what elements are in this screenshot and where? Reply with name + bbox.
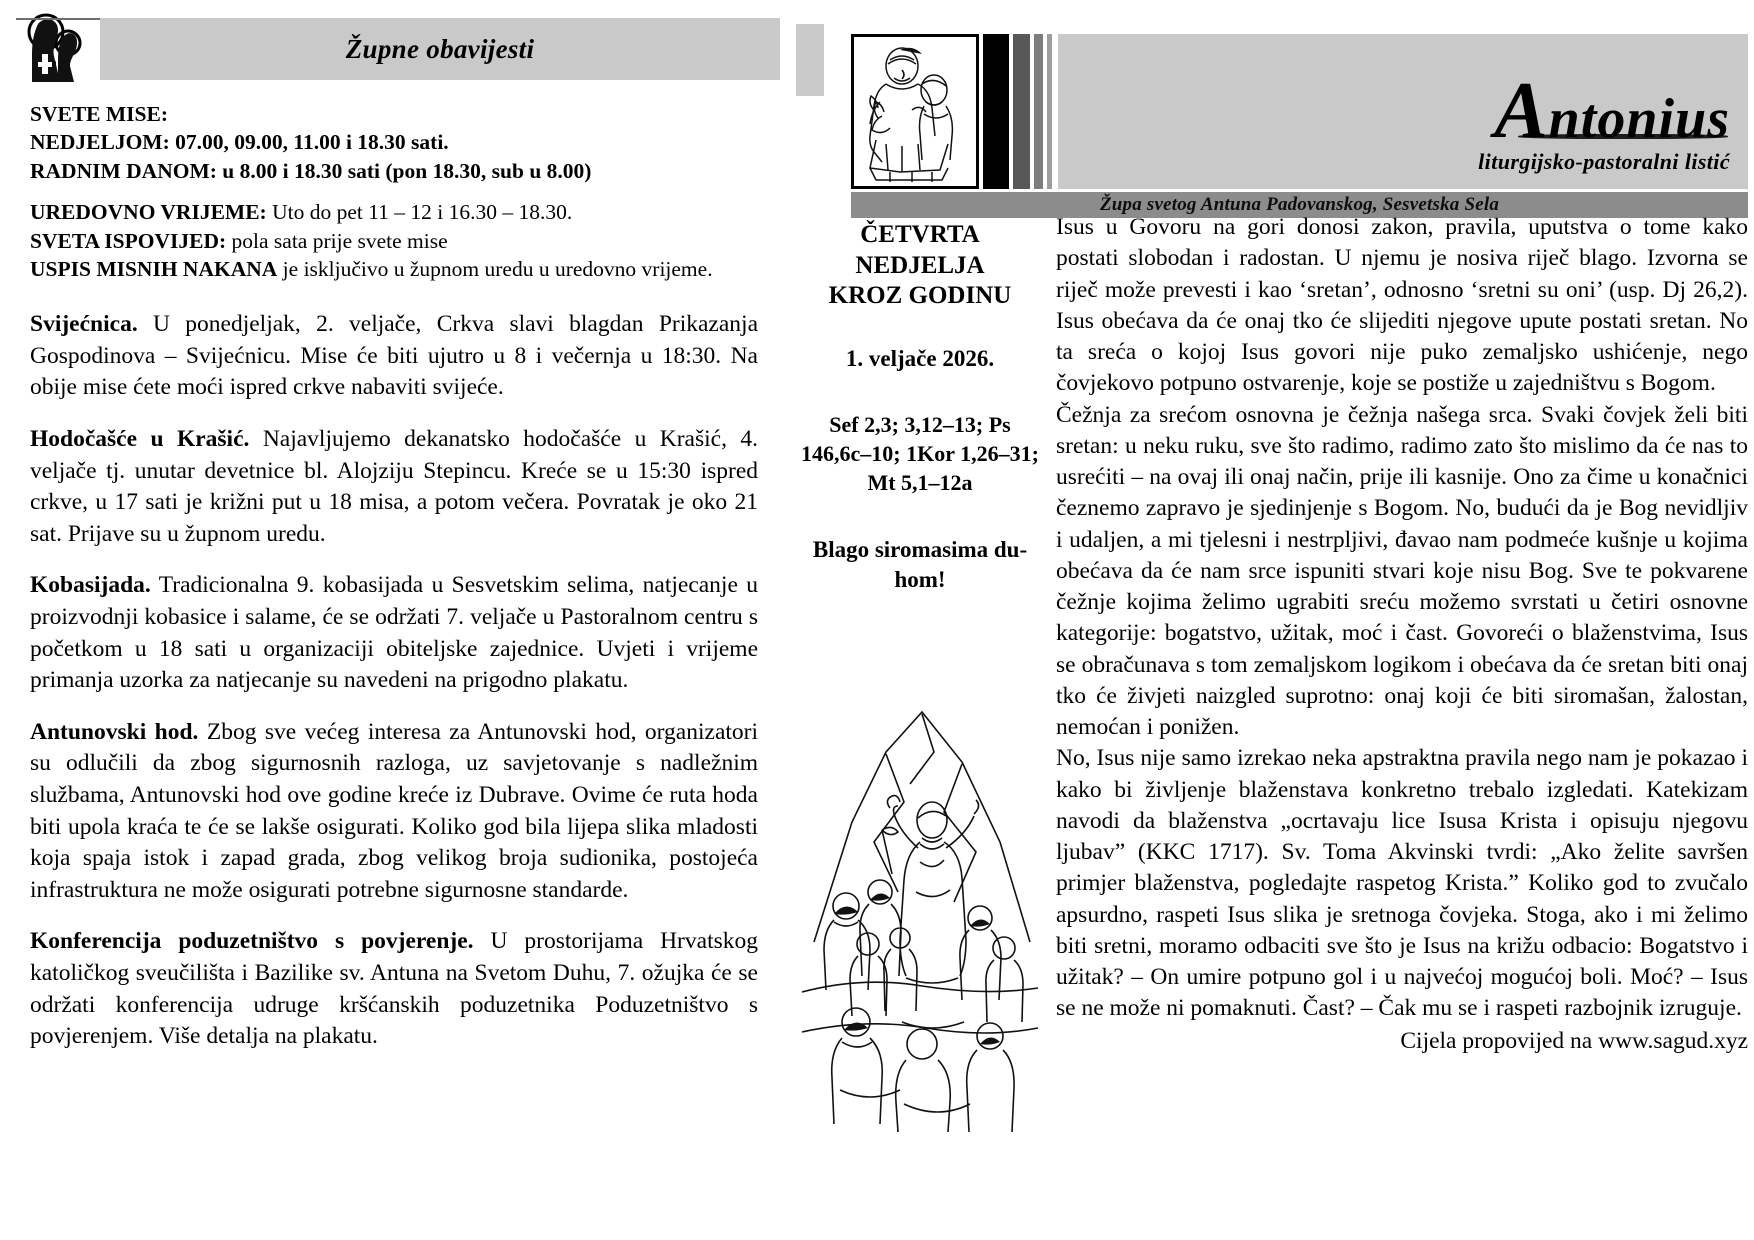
sunday-date: 1. veljače 2026.	[845, 345, 995, 371]
wordmark-subtitle: liturgijsko-pastoralni listić	[1478, 149, 1730, 174]
office-hours-label: UREDOVNO VRIJEME:	[30, 200, 267, 225]
masthead-row	[851, 34, 1748, 189]
article-paragraph: Isus u Govoru na gori donosi zakon, pravila, uputstva o tome kako postati slobodan i radostan. U njemu je nosiva riječ blago. Izvorna se riječ može prevesti i kao ‘sretan’, odnosno ‘sretni su oni’ (usp. Dj 26,2). Isus obećava da će onaj tko će slijediti njegove upute postati sretan. No ta sreća o kojoj Isus govori nije puko zemaljsko ushićenje, nego čovjekovo potpuno ostvarenje, koje se postiže u zajedništvu s Bogom.	[1056, 214, 1748, 397]
office-hours-value: Uto do pet 11 – 12 i 16.30 – 18.30.	[272, 200, 573, 225]
news-heading: Hodočašće u Krašić.	[30, 426, 250, 453]
news-item	[30, 424, 758, 550]
right-column	[790, 0, 1754, 1240]
masthead-grey-tab	[796, 24, 824, 96]
saint-anthony-with-child-icon	[851, 34, 979, 189]
masses-label: SVETE MISE:	[30, 102, 168, 126]
masses-label-line	[30, 100, 758, 128]
antonius-wordmark-plate	[1058, 34, 1748, 189]
news-body: Najavljujemo dekanatsko hodočašće u Krašić, 4. veljače tj. unutar devetnice bl. Alojziju Stepincu. Kreće se u 15:30 ispred crkve, u 17 sati je križni put u 18 misa, a potom večera. Povratak je oko 21 sat. Prijave su u župnom uredu.	[30, 426, 758, 547]
antiphon	[796, 535, 1044, 595]
sunday-mass-line	[30, 128, 758, 156]
page-title: Župne obavijesti	[345, 33, 535, 64]
sermon-article	[1044, 212, 1748, 1240]
parish-church-madonna-logo-svg	[8, 10, 100, 86]
content-area	[796, 212, 1748, 1240]
parish-info-block	[30, 100, 758, 1053]
article-paragraph: No, Isus nije samo izrekao neka apstraktna pravila nego nam je pokazao i kako bi življenje blaženstava konkretno trebalo izgledati. Katekizam navodi da blaženstva „ocrtavaju lice Isusa Krista i opisuju njegovu ljubav” (KKC 1717). Sv. Toma Akvinski tvrdi: „Ako želite savršen primjer blaženstva, pogledajte raspetog Krista.” Koliko god to zvučalo apsurdno, raspeti Isus slika je sretnoga čovjeka. Stoga, ako i mi želimo biti sretni, moramo odbaciti sve što je Isus na križu odbacio: Bogatstvo i užitak? – On umire potpuno gol i u najvećoj mogućoj boli. Moć? – Isus se ne može ni pomaknuti. Čast? – Čak mu se i raspeti razbojnik izruguje.	[1056, 745, 1748, 1022]
news-heading: Konferencija poduzetništvo s povjerenje.	[30, 928, 474, 955]
mass-intentions-label: USPIS MISNIH NAKANA	[30, 256, 278, 281]
wordmark-rest: ntonius	[1548, 88, 1730, 151]
left-column	[0, 0, 786, 1240]
liturgy-column	[796, 212, 1044, 1240]
antiphon-line-2: hom!	[894, 567, 946, 593]
confession-label: SVETA ISPOVIJED:	[30, 228, 227, 253]
masthead-banner	[100, 18, 780, 80]
weekday-mass-line	[30, 157, 758, 185]
antiphon-line-1: Blago siromasima du-	[812, 537, 1028, 563]
parish-masthead	[0, 8, 786, 86]
news-heading: Antunovski hod.	[30, 718, 199, 745]
parish-name-text: Župa svetog Antuna Padovanskog, Sesvetska Sela	[1099, 194, 1500, 215]
sunday-title-line1: ČETVRTA NEDJELJA	[855, 221, 985, 279]
spacer	[30, 404, 758, 424]
spacer	[30, 283, 758, 309]
spacer	[30, 906, 758, 926]
spacer	[30, 697, 758, 717]
sunday-title	[796, 220, 1044, 312]
mass-intentions-value: je isključivo u župnom uredu u uredovno vrijeme.	[282, 256, 713, 281]
news-heading: Kobasijada.	[30, 572, 151, 599]
masthead-bar-light-grey	[1047, 34, 1052, 189]
readings-line-2: 146,6c–10; 1Kor 1,26–31;	[801, 440, 1039, 466]
news-item	[30, 309, 758, 404]
weekday-label: RADNIM DANOM:	[30, 158, 217, 183]
sunday-title-line2: KROZ GODINU	[828, 282, 1012, 309]
sermon-illustration-svg	[794, 692, 1046, 1132]
parish-logo-icon	[8, 10, 100, 86]
news-heading: Svijećnica.	[30, 311, 138, 338]
wordmark-initial: A	[1494, 67, 1549, 156]
mass-intentions-line	[30, 255, 758, 283]
spacer	[30, 550, 758, 570]
news-body: Tradicionalna 9. kobasijada u Sesvetskim selima, natjecanje u proizvodnji kobasice i salame, će se održati 7. veljače u Pastoralnom centru s početkom u 18 sati u organizaciji obiteljske zajednice. Uvjeti i vrijeme primanja uzorka za natjecanje su navedeni na prigodno plakatu.	[30, 572, 758, 694]
news-item	[30, 926, 758, 1052]
article-paragraph: Čežnja za srećom osnovna je čežnja našega srca. Svaki čovjek želi biti sretan: u neku ruku, sve što radimo, radimo zato što mislimo da će nas to usrećiti – na ovaj ili onaj način, prije ili kasnije. Ono za čime u konačnici čeznemo zapravo je sjedinjenje s Bogom. No, budući da je Bog nevidljiv i udaljen, a mi tjelesni i nestrpljivi, đavao nam podmeće kušnje u kojima obećava da će nam srce ispuniti stvari koje nisu Bog. Sve te pokvarene čežnje kojima želimo ugrabiti sreću možemo svrstati u četiri osnovne kategorije: bogatstvo, užitak, moć i čast. Govoreći o blaženstvima, Isus se obračunava s tom zemaljskom logikom i obećava da će sretan biti onaj tko će živjeti naizgled suprotno: onaj koji će biti siromašan, žalostan, nemoćan i ponižen.	[1056, 401, 1748, 740]
office-hours-line	[30, 198, 758, 226]
weekday-times: u 8.00 i 18.30 sati (pon 18.30, sub u 8.00)	[222, 158, 592, 183]
masthead-bar-dark-grey	[1013, 34, 1030, 189]
logo-rule	[16, 18, 100, 20]
wordmark-main	[1478, 67, 1730, 156]
antonius-wordmark	[1478, 67, 1730, 175]
readings-line-1: Sef 2,3; 3,12–13; Ps	[829, 411, 1011, 437]
readings-line-3: Mt 5,1–12a	[867, 470, 973, 495]
masthead-bar-black	[983, 34, 1009, 189]
sunday-times: 07.00, 09.00, 11.00 i 18.30 sati.	[175, 130, 449, 155]
confession-value: pola sata prije svete mise	[231, 228, 448, 253]
sunday-label: NEDJELJOM:	[30, 130, 170, 155]
sermon-on-the-mount-illustration	[794, 692, 1046, 1132]
news-body: U ponedjeljak, 2. veljače, Crkva slavi blagdan Prikazanja Gospodinova – Svijećnicu. Mise će biti ujutro u 8 i večernja u 18:30. Na obije mise ćete moći ispred crkve nabaviti svijeće.	[30, 311, 759, 401]
article-footer-note: Cijela propovijed na www.sagud.xyz	[1400, 1027, 1748, 1054]
confession-line	[30, 227, 758, 255]
saint-anthony-svg	[856, 40, 974, 184]
news-item	[30, 570, 758, 696]
masthead-bar-mid-grey	[1034, 34, 1043, 189]
news-body: U prostorijama Hrvatskog katoličkog sveučilišta i Bazilike sv. Antuna na Svetom Duhu, 7. ožujka će se održati konferencija udruge kršćanskih poduzetnika Poduzetništvo s povjerenjem. Više detalja na plakatu.	[30, 928, 758, 1050]
news-item	[30, 717, 758, 907]
news-body: Zbog sve većeg interesa za Antunovski hod, organizatori su odlučili da zbog sigurnosnih razloga, uz savjetovanje s nadležnim službama, Antunovski hod ove godine kreće iz Dubrave. Ovime će ruta hoda biti upola kraća te će se lakše osigurati. Koliko god bila lijepa slika mladosti koja spaja istok i zapad grada, zbog velikog broja sudionika, postojeća infrastruktura ne može osigurati potrebne sigurnosne standarde.	[30, 718, 759, 903]
spacer	[30, 185, 758, 198]
antonius-masthead	[796, 14, 1748, 215]
readings-list	[796, 410, 1044, 498]
